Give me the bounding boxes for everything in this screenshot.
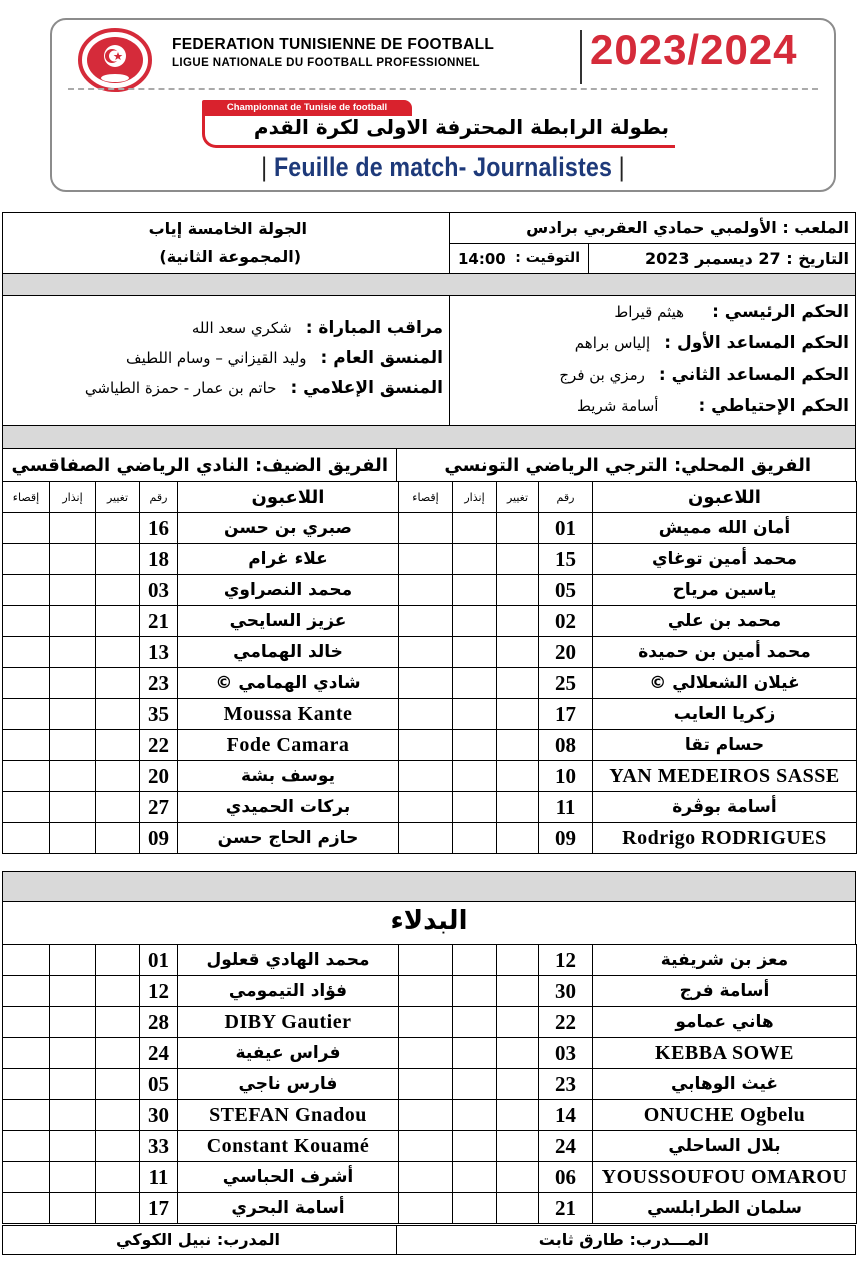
home-player-name: معز بن شريفية bbox=[593, 945, 857, 976]
away-player-number: 22 bbox=[140, 730, 178, 761]
away-player-name: حازم الحاج حسن bbox=[178, 823, 399, 854]
home-sub-cell bbox=[497, 1162, 539, 1193]
away-expulsion-cell bbox=[3, 606, 50, 637]
away-player-number: 23 bbox=[140, 668, 178, 699]
home-warning-cell bbox=[453, 761, 497, 792]
home-warning-cell bbox=[453, 1193, 497, 1224]
separator-band bbox=[2, 273, 856, 296]
home-warning-header: إنذار bbox=[453, 482, 497, 513]
away-player-name: Moussa Kante bbox=[178, 699, 399, 730]
home-expulsion-cell bbox=[399, 1069, 453, 1100]
home-player-name: هاني عمامو bbox=[593, 1007, 857, 1038]
home-sub-cell bbox=[497, 976, 539, 1007]
away-warning-cell bbox=[50, 945, 96, 976]
home-warning-cell bbox=[453, 699, 497, 730]
home-player-number: 15 bbox=[539, 544, 593, 575]
separator-band bbox=[2, 425, 856, 449]
away-expulsion-cell bbox=[3, 544, 50, 575]
away-sub-cell bbox=[96, 513, 140, 544]
away-coach: المدرب: نبيل الكوكي bbox=[116, 1230, 280, 1249]
home-player-name: Rodrigo RODRIGUES bbox=[593, 823, 857, 854]
away-sub-cell bbox=[96, 699, 140, 730]
assistant2-row: الحكم المساعد الثاني :رمزي بن فرج bbox=[559, 365, 849, 385]
away-player-number: 33 bbox=[140, 1131, 178, 1162]
away-player-name: STEFAN Gnadou bbox=[178, 1100, 399, 1131]
home-expulsion-cell bbox=[399, 761, 453, 792]
home-sub-cell bbox=[497, 945, 539, 976]
home-expulsion-cell bbox=[399, 1162, 453, 1193]
home-team-name: الفريق المحلي: الترجي الرياضي التونسي bbox=[444, 455, 811, 476]
away-warning-cell bbox=[50, 544, 96, 575]
home-players-header: اللاعبون bbox=[593, 482, 857, 513]
away-warning-cell bbox=[50, 1100, 96, 1131]
away-expulsion-cell bbox=[3, 945, 50, 976]
home-sub-cell bbox=[497, 513, 539, 544]
home-player-name: محمد أمين بن حميدة bbox=[593, 637, 857, 668]
away-player-name: فارس ناجي bbox=[178, 1069, 399, 1100]
home-expulsion-cell bbox=[399, 544, 453, 575]
header-banner bbox=[50, 18, 836, 192]
home-player-name: KEBBA SOWE bbox=[593, 1038, 857, 1069]
separator-band bbox=[2, 871, 856, 902]
home-warning-cell bbox=[453, 1100, 497, 1131]
away-player-name: Constant Kouamé bbox=[178, 1131, 399, 1162]
starter-row bbox=[3, 544, 857, 575]
away-expulsion-cell bbox=[3, 575, 50, 606]
away-warning-cell bbox=[50, 1162, 96, 1193]
home-sub-cell bbox=[497, 1069, 539, 1100]
match-officials-left bbox=[2, 295, 450, 426]
sheet-title: | Feuille de match- Journalistes | bbox=[261, 152, 625, 182]
away-player-name: أسامة البحري bbox=[178, 1193, 399, 1224]
away-player-number: 09 bbox=[140, 823, 178, 854]
away-coach-cell bbox=[2, 1225, 397, 1255]
home-player-number: 25 bbox=[539, 668, 593, 699]
date-cell bbox=[588, 243, 856, 274]
away-expulsion-cell bbox=[3, 699, 50, 730]
away-player-name: محمد الهادي قعلول bbox=[178, 945, 399, 976]
away-sub-cell bbox=[96, 606, 140, 637]
away-warning-cell bbox=[50, 1193, 96, 1224]
assistant1-row: الحكم المساعد الأول :إلياس براهم bbox=[574, 333, 849, 353]
home-player-number: 02 bbox=[539, 606, 593, 637]
away-team-header bbox=[2, 448, 397, 482]
home-player-name: سلمان الطرابلسي bbox=[593, 1193, 857, 1224]
home-player-number: 23 bbox=[539, 1069, 593, 1100]
away-sub-cell bbox=[96, 1131, 140, 1162]
starter-row bbox=[3, 730, 857, 761]
date: التاريخ : 27 ديسمبر 2023 bbox=[645, 249, 849, 268]
away-expulsion-cell bbox=[3, 1007, 50, 1038]
substitute-row bbox=[3, 1038, 857, 1069]
away-sub-cell bbox=[96, 1069, 140, 1100]
home-sub-cell bbox=[497, 575, 539, 606]
home-player-number: 08 bbox=[539, 730, 593, 761]
starter-row bbox=[3, 792, 857, 823]
home-player-name: أسامة بوڨرة bbox=[593, 792, 857, 823]
starters-header-row bbox=[3, 482, 857, 513]
away-sub-cell bbox=[96, 945, 140, 976]
home-sub-cell bbox=[497, 1131, 539, 1162]
away-expulsion-cell bbox=[3, 730, 50, 761]
home-sub-cell bbox=[497, 761, 539, 792]
home-warning-cell bbox=[453, 606, 497, 637]
away-warning-cell bbox=[50, 1069, 96, 1100]
away-warning-cell bbox=[50, 699, 96, 730]
home-player-number: 10 bbox=[539, 761, 593, 792]
away-sub-cell bbox=[96, 730, 140, 761]
home-player-number: 11 bbox=[539, 792, 593, 823]
match-round-cell bbox=[2, 212, 450, 274]
federation-name: FEDERATION TUNISIENNE DE FOOTBALL bbox=[172, 36, 495, 53]
home-warning-cell bbox=[453, 1131, 497, 1162]
home-expulsion-cell bbox=[399, 1131, 453, 1162]
home-player-number: 03 bbox=[539, 1038, 593, 1069]
home-expulsion-header: إقصاء bbox=[399, 482, 453, 513]
away-player-name: يوسف بشة bbox=[178, 761, 399, 792]
away-player-name: بركات الحميدي bbox=[178, 792, 399, 823]
home-warning-cell bbox=[453, 637, 497, 668]
home-player-number: 24 bbox=[539, 1131, 593, 1162]
home-expulsion-cell bbox=[399, 637, 453, 668]
away-sub-cell bbox=[96, 544, 140, 575]
away-sub-cell bbox=[96, 792, 140, 823]
starter-row bbox=[3, 823, 857, 854]
home-sub-cell bbox=[497, 1038, 539, 1069]
home-player-number: 17 bbox=[539, 699, 593, 730]
away-player-number: 27 bbox=[140, 792, 178, 823]
time-value: 14:00 bbox=[458, 250, 506, 268]
home-sub-cell bbox=[497, 792, 539, 823]
championship-ar-banner bbox=[202, 115, 675, 148]
away-player-number: 30 bbox=[140, 1100, 178, 1131]
home-expulsion-cell bbox=[399, 945, 453, 976]
stadium: الملعب : الأولمبي حمادي العقربي برادس bbox=[526, 218, 849, 237]
home-player-number: 09 bbox=[539, 823, 593, 854]
substitute-row bbox=[3, 1069, 857, 1100]
home-warning-cell bbox=[453, 1007, 497, 1038]
away-warning-cell bbox=[50, 761, 96, 792]
away-sub-cell bbox=[96, 668, 140, 699]
home-sub-cell bbox=[497, 1100, 539, 1131]
substitute-row bbox=[3, 1193, 857, 1224]
away-expulsion-cell bbox=[3, 1100, 50, 1131]
away-warning-cell bbox=[50, 606, 96, 637]
referees-right bbox=[449, 295, 856, 426]
home-player-name: ONUCHE Ogbelu bbox=[593, 1100, 857, 1131]
starters-table bbox=[2, 481, 857, 854]
away-expulsion-cell bbox=[3, 1038, 50, 1069]
championship-ar: بطولة الرابطة المحترفة الاولى لكرة القدم bbox=[253, 115, 669, 139]
home-sub-cell bbox=[497, 637, 539, 668]
home-warning-cell bbox=[453, 544, 497, 575]
home-warning-cell bbox=[453, 1162, 497, 1193]
away-warning-cell bbox=[50, 575, 96, 606]
referee-row: الحكم الرئيسي :هيثم قيراط bbox=[614, 302, 849, 322]
time-cell bbox=[449, 243, 589, 274]
fourth-official-row: الحكم الإحتياطي :أسامة شريط bbox=[577, 396, 849, 416]
home-sub-cell bbox=[497, 606, 539, 637]
home-player-number: 12 bbox=[539, 945, 593, 976]
away-warning-cell bbox=[50, 1038, 96, 1069]
home-player-name: ياسين مرياح bbox=[593, 575, 857, 606]
home-player-name: بلال الساحلي bbox=[593, 1131, 857, 1162]
home-expulsion-cell bbox=[399, 513, 453, 544]
away-player-name: صبري بن حسن bbox=[178, 513, 399, 544]
away-expulsion-cell bbox=[3, 823, 50, 854]
away-player-number: 24 bbox=[140, 1038, 178, 1069]
away-player-name: خالد الهمامي bbox=[178, 637, 399, 668]
home-expulsion-cell bbox=[399, 976, 453, 1007]
home-expulsion-cell bbox=[399, 792, 453, 823]
away-expulsion-cell bbox=[3, 1069, 50, 1100]
home-sub-cell bbox=[497, 730, 539, 761]
away-expulsion-cell bbox=[3, 668, 50, 699]
away-expulsion-cell bbox=[3, 792, 50, 823]
home-warning-cell bbox=[453, 823, 497, 854]
away-player-name: أشرف الحباسي bbox=[178, 1162, 399, 1193]
home-warning-cell bbox=[453, 730, 497, 761]
away-expulsion-cell bbox=[3, 637, 50, 668]
home-expulsion-cell bbox=[399, 575, 453, 606]
media-coordinator-row: المنسق الإعلامي :حاتم بن عمار - حمزة الطياشي bbox=[84, 378, 443, 398]
away-player-number: 35 bbox=[140, 699, 178, 730]
away-expulsion-cell bbox=[3, 513, 50, 544]
away-sub-cell bbox=[96, 823, 140, 854]
away-player-name: علاء غرام bbox=[178, 544, 399, 575]
away-expulsion-cell bbox=[3, 761, 50, 792]
substitute-row bbox=[3, 1007, 857, 1038]
away-players-header: اللاعبون bbox=[178, 482, 399, 513]
starter-row bbox=[3, 699, 857, 730]
round: الجولة الخامسة إياب bbox=[148, 219, 307, 238]
home-player-name: زكريا العايب bbox=[593, 699, 857, 730]
away-sub-cell bbox=[96, 637, 140, 668]
home-player-name: أمان الله مميش bbox=[593, 513, 857, 544]
away-warning-cell bbox=[50, 823, 96, 854]
away-player-number: 20 bbox=[140, 761, 178, 792]
home-player-name: محمد بن علي bbox=[593, 606, 857, 637]
away-warning-cell bbox=[50, 976, 96, 1007]
away-expulsion-cell bbox=[3, 1131, 50, 1162]
away-sub-cell bbox=[96, 1038, 140, 1069]
home-warning-cell bbox=[453, 513, 497, 544]
home-player-name: YOUSSOUFOU OMAROU bbox=[593, 1162, 857, 1193]
away-warning-cell bbox=[50, 513, 96, 544]
subs-table bbox=[2, 944, 857, 1224]
home-player-number: 20 bbox=[539, 637, 593, 668]
home-warning-cell bbox=[453, 1069, 497, 1100]
away-sub-cell bbox=[96, 1007, 140, 1038]
home-expulsion-cell bbox=[399, 699, 453, 730]
away-sub-cell bbox=[96, 1100, 140, 1131]
away-warning-cell bbox=[50, 637, 96, 668]
starter-row bbox=[3, 606, 857, 637]
stadium-cell bbox=[449, 212, 856, 244]
away-team-name: الفريق الضيف: النادي الرياضي الصفاقسي bbox=[11, 455, 388, 476]
away-number-header: رقم bbox=[140, 482, 178, 513]
home-player-number: 05 bbox=[539, 575, 593, 606]
home-coach-cell bbox=[396, 1225, 856, 1255]
home-player-name: أسامة فرج bbox=[593, 976, 857, 1007]
substitute-row bbox=[3, 945, 857, 976]
away-player-name: Fode Camara bbox=[178, 730, 399, 761]
away-player-number: 16 bbox=[140, 513, 178, 544]
away-player-name: عزيز السايحي bbox=[178, 606, 399, 637]
away-player-number: 17 bbox=[140, 1193, 178, 1224]
header-divider bbox=[580, 30, 582, 84]
away-sub-cell bbox=[96, 1193, 140, 1224]
away-player-name: فراس عيفية bbox=[178, 1038, 399, 1069]
home-expulsion-cell bbox=[399, 1100, 453, 1131]
home-expulsion-cell bbox=[399, 1007, 453, 1038]
away-player-number: 03 bbox=[140, 575, 178, 606]
home-player-number: 30 bbox=[539, 976, 593, 1007]
away-sub-cell bbox=[96, 1162, 140, 1193]
away-player-number: 11 bbox=[140, 1162, 178, 1193]
home-sub-cell bbox=[497, 544, 539, 575]
away-sub-cell bbox=[96, 976, 140, 1007]
starter-row bbox=[3, 761, 857, 792]
home-expulsion-cell bbox=[399, 668, 453, 699]
home-warning-cell bbox=[453, 976, 497, 1007]
away-player-number: 12 bbox=[140, 976, 178, 1007]
home-player-name: حسام تقا bbox=[593, 730, 857, 761]
away-warning-cell bbox=[50, 1007, 96, 1038]
away-warning-cell bbox=[50, 668, 96, 699]
substitute-row bbox=[3, 1131, 857, 1162]
away-warning-cell bbox=[50, 1131, 96, 1162]
substitute-row bbox=[3, 1100, 857, 1131]
away-player-number: 13 bbox=[140, 637, 178, 668]
away-player-number: 28 bbox=[140, 1007, 178, 1038]
home-player-number: 06 bbox=[539, 1162, 593, 1193]
starter-row bbox=[3, 637, 857, 668]
home-expulsion-cell bbox=[399, 1193, 453, 1224]
subs-title: البدلاء bbox=[390, 906, 468, 936]
home-coach: المـــدرب: طارق ثابت bbox=[538, 1230, 709, 1249]
championship-fr: Championnat de Tunisie de football bbox=[202, 100, 412, 116]
away-player-number: 05 bbox=[140, 1069, 178, 1100]
away-player-name: DIBY Gautier bbox=[178, 1007, 399, 1038]
away-player-number: 18 bbox=[140, 544, 178, 575]
home-expulsion-cell bbox=[399, 730, 453, 761]
away-expulsion-cell bbox=[3, 1162, 50, 1193]
home-player-number: 21 bbox=[539, 1193, 593, 1224]
away-expulsion-cell bbox=[3, 1193, 50, 1224]
home-player-name: غيلان الشعلالي © bbox=[593, 668, 857, 699]
away-sub-cell bbox=[96, 575, 140, 606]
home-player-name: محمد أمين توغاي bbox=[593, 544, 857, 575]
away-player-number: 01 bbox=[140, 945, 178, 976]
away-expulsion-header: إقصاء bbox=[3, 482, 50, 513]
away-player-name: فؤاد التيمومي bbox=[178, 976, 399, 1007]
ftf-logo-icon bbox=[78, 28, 152, 92]
away-expulsion-cell bbox=[3, 976, 50, 1007]
home-warning-cell bbox=[453, 668, 497, 699]
home-player-name: غيث الوهابي bbox=[593, 1069, 857, 1100]
substitute-row bbox=[3, 976, 857, 1007]
away-sub-header: تغيير bbox=[96, 482, 140, 513]
substitute-row bbox=[3, 1162, 857, 1193]
league-name: LIGUE NATIONALE DU FOOTBALL PROFESSIONNEL bbox=[172, 57, 480, 69]
dashed-divider bbox=[68, 88, 818, 90]
home-warning-cell bbox=[453, 792, 497, 823]
starter-row bbox=[3, 513, 857, 544]
group: (المجموعة الثانية) bbox=[159, 247, 301, 266]
away-player-name: شادي الهمامي © bbox=[178, 668, 399, 699]
home-number-header: رقم bbox=[539, 482, 593, 513]
home-warning-cell bbox=[453, 945, 497, 976]
season-label: 2023/2024 bbox=[590, 26, 798, 73]
home-expulsion-cell bbox=[399, 606, 453, 637]
away-warning-header: إنذار bbox=[50, 482, 96, 513]
home-sub-cell bbox=[497, 1007, 539, 1038]
starter-row bbox=[3, 668, 857, 699]
home-sub-cell bbox=[497, 823, 539, 854]
commissioner-row: مراقب المباراة :شكري سعد الله bbox=[191, 318, 443, 338]
away-warning-cell bbox=[50, 730, 96, 761]
time-label: التوقيت : bbox=[515, 250, 580, 266]
home-expulsion-cell bbox=[399, 823, 453, 854]
home-player-number: 22 bbox=[539, 1007, 593, 1038]
coordinator-row: المنسق العام :وليد القيزاني – وسام اللطيف bbox=[126, 348, 443, 368]
home-player-number: 14 bbox=[539, 1100, 593, 1131]
home-sub-cell bbox=[497, 668, 539, 699]
home-sub-cell bbox=[497, 1193, 539, 1224]
home-warning-cell bbox=[453, 1038, 497, 1069]
home-player-number: 01 bbox=[539, 513, 593, 544]
home-team-header bbox=[396, 448, 856, 482]
away-player-number: 21 bbox=[140, 606, 178, 637]
away-sub-cell bbox=[96, 761, 140, 792]
away-warning-cell bbox=[50, 792, 96, 823]
home-expulsion-cell bbox=[399, 1038, 453, 1069]
subs-title-cell bbox=[2, 901, 856, 945]
home-sub-cell bbox=[497, 699, 539, 730]
home-sub-header: تغيير bbox=[497, 482, 539, 513]
away-player-name: محمد النصراوي bbox=[178, 575, 399, 606]
home-warning-cell bbox=[453, 575, 497, 606]
home-player-name: YAN MEDEIROS SASSE bbox=[593, 761, 857, 792]
starter-row bbox=[3, 575, 857, 606]
